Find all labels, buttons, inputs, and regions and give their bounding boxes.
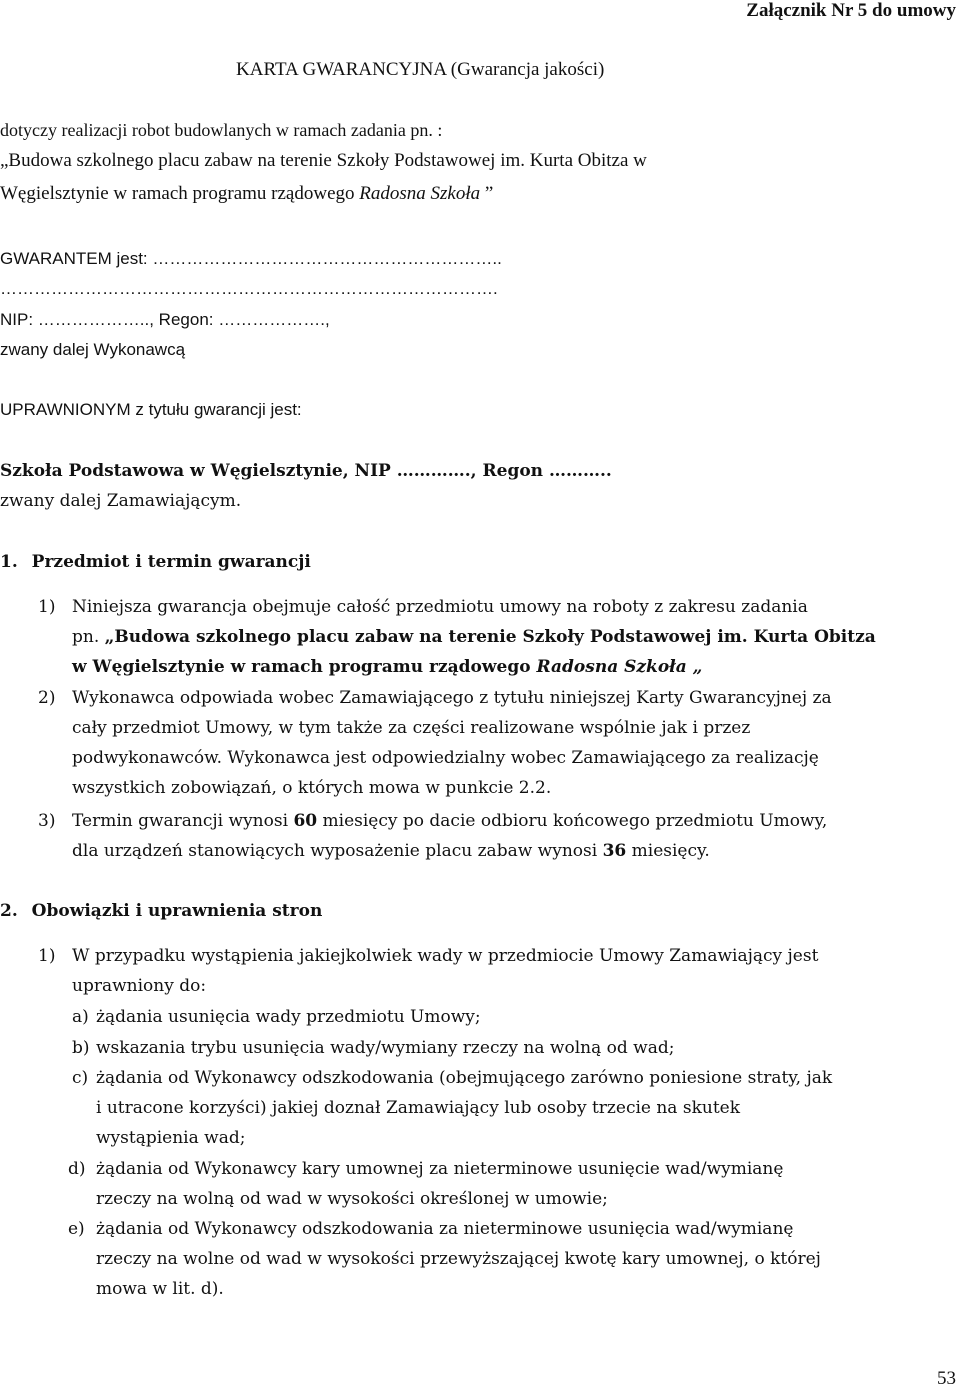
s1-item-1-pn: pn. [72, 627, 105, 647]
guarantor-called: zwany dalej Wykonawcą [0, 340, 186, 359]
s2-sub-d-letter: d) [68, 1159, 86, 1179]
intro-line-3 [0, 183, 493, 205]
section-2-heading [0, 901, 322, 921]
s2-sub-c-line-1: żądania od Wykonawcy odszkodowania (obejmującego zarówno poniesione straty, jak [96, 1068, 833, 1088]
s1-item-2-line-3: podwykonawców. Wykonawca jest odpowiedzialny wobec Zamawiającego za realizację [72, 748, 819, 768]
s1-item-3-e: miesięcy. [626, 841, 710, 861]
s1-item-2-line-4: wszystkich zobowiązań, o których mowa w punkcie 2.2. [72, 778, 552, 798]
intro-program-name: Radosna Szkoła [359, 183, 485, 204]
s2-item-1-line-2: uprawniony do: [72, 976, 207, 996]
section-1-title: Przedmiot i termin gwarancji [31, 552, 311, 572]
s2-sub-c-letter: c) [72, 1068, 89, 1088]
guarantor-line [0, 249, 502, 269]
s1-item-3-months-60: 60 [293, 811, 318, 831]
s1-item-2-number: 2) [38, 688, 56, 708]
s1-item-3-a: Termin gwarancji wynosi [72, 811, 294, 831]
document-title: KARTA GWARANCYJNA (Gwarancja jakości) [236, 59, 605, 80]
s2-item-1-line-1: W przypadku wystąpienia jakiejkolwiek wady w przedmiocie Umowy Zamawiający jest [72, 946, 819, 966]
s1-item-1-task-name-cont: w Węgielsztynie w ramach programu rządowego [72, 657, 537, 677]
intro-line-3-suffix: ” [484, 183, 494, 204]
s2-sub-d-line-2: rzeczy na wolną od wad w wysokości określonej w umowie; [96, 1189, 608, 1209]
section-2-title: Obowiązki i uprawnienia stron [31, 901, 323, 921]
s2-sub-c-line-3: wystąpienia wad; [96, 1128, 246, 1148]
s2-sub-e-line-3: mowa w lit. d). [96, 1279, 224, 1299]
guarantor-dots-2: ……………………………………………………………………………. [0, 279, 498, 298]
s2-sub-c-line-2: i utracone korzyści) jakiej doznał Zamawiający lub osoby trzecie na skutek [96, 1098, 741, 1118]
s2-sub-a-letter: a) [72, 1007, 89, 1027]
section-2-number: 2. [0, 901, 18, 921]
s2-sub-e-line-2: rzeczy na wolne od wad w wysokości przewyższającej kwotę kary umownej, o której [96, 1249, 821, 1269]
s1-item-3-line-2 [72, 841, 710, 861]
authorized-called: zwany dalej Zamawiającym. [0, 491, 242, 511]
s1-item-1-program-name: Radosna Szkoła „ [536, 657, 703, 677]
s2-item-1-number: 1) [38, 946, 56, 966]
s1-item-3-d: dla urządzeń stanowiących wyposażenie placu zabaw wynosi [72, 841, 603, 861]
s2-sub-b-letter: b) [72, 1038, 90, 1058]
s1-item-3-line-1 [72, 811, 827, 831]
s1-item-3-number: 3) [38, 811, 56, 831]
s1-item-3-months-36: 36 [602, 841, 627, 861]
s1-item-1-line-2 [72, 627, 876, 647]
intro-line-1: dotyczy realizacji robot budowlanych w ramach zadania pn. : [0, 120, 443, 140]
authorized-school-line: Szkoła Podstawowa w Węgielsztynie, NIP …………., Regon ……….. [0, 461, 612, 481]
s1-item-2-line-1: Wykonawca odpowiada wobec Zamawiającego z tytułu niniejszej Karty Gwarancyjnej za [72, 688, 832, 708]
attachment-label: Załącznik Nr 5 do umowy [746, 0, 956, 21]
s2-sub-b-line-1: wskazania trybu usunięcia wady/wymiany rzeczy na wolną od wad; [96, 1038, 675, 1058]
intro-line-3-prefix: Węgielsztynie w ramach programu rządowego [0, 183, 360, 204]
s2-sub-e-letter: e) [68, 1219, 85, 1239]
guarantor-label: GWARANTEM jest: [0, 249, 153, 268]
page-number: 53 [937, 1368, 956, 1389]
s2-sub-e-line-1: żądania od Wykonawcy odszkodowania za nieterminowe usunięcia wad/wymianę [96, 1219, 794, 1239]
section-1-number: 1. [0, 552, 18, 572]
s2-sub-a-line-1: żądania usunięcia wady przedmiotu Umowy; [96, 1007, 481, 1027]
guarantor-dots-1: …………………………………………………….. [152, 249, 502, 268]
guarantor-nip-regon: NIP: ……………….., Regon: ………………., [0, 310, 330, 329]
intro-line-2: „Budowa szkolnego placu zabaw na terenie Szkoły Podstawowej im. Kurta Obitza w [0, 150, 647, 171]
s1-item-1-line-3 [72, 657, 702, 677]
s1-item-2-line-2: cały przedmiot Umowy, w tym także za części realizowane wspólnie jak i przez [72, 718, 751, 738]
s1-item-3-c: miesięcy po dacie odbioru końcowego przedmiotu Umowy, [317, 811, 828, 831]
s1-item-1-task-name: „Budowa szkolnego placu zabaw na terenie Szkoły Podstawowej im. Kurta Obitza [104, 627, 876, 647]
s1-item-1-number: 1) [38, 597, 56, 617]
s1-item-1-line-1: Niniejsza gwarancja obejmuje całość przedmiotu umowy na roboty z zakresu zadania [72, 597, 808, 617]
authorized-label: UPRAWNIONYM z tytułu gwarancji jest: [0, 400, 302, 419]
section-1-heading [0, 552, 311, 572]
s2-sub-d-line-1: żądania od Wykonawcy kary umownej za nieterminowe usunięcie wad/wymianę [96, 1159, 784, 1179]
